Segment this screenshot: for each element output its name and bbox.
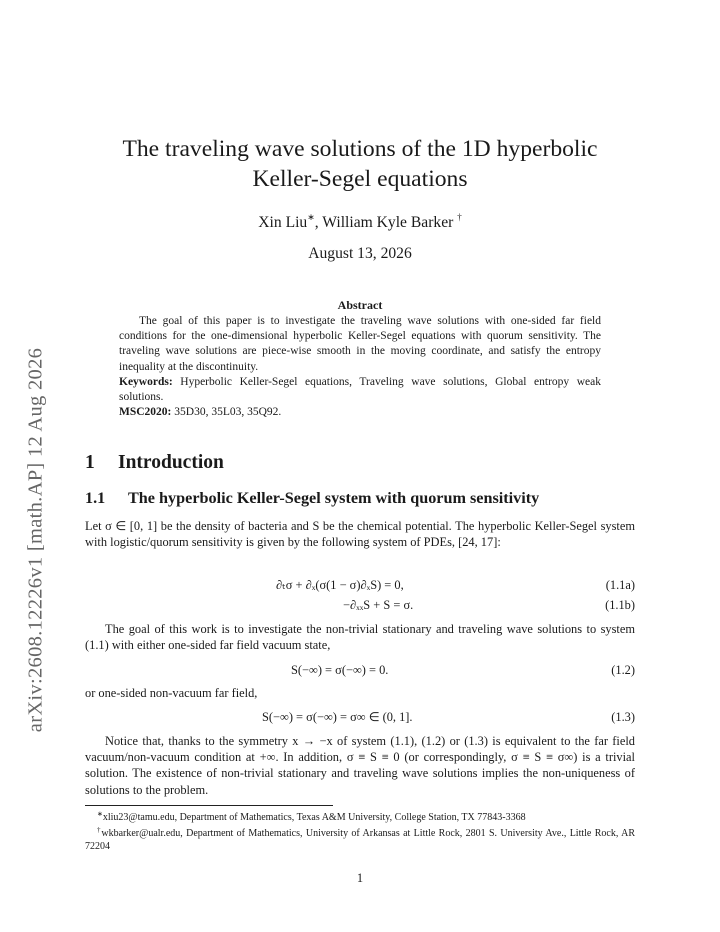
paragraph-text: or one-sided non-vacuum far field, bbox=[85, 686, 258, 700]
footnote-text: wkbarker@ualr.edu, Department of Mathematics, University of Arkansas at Little Rock, 2801 S. University Ave., Little Rock, AR 72204 bbox=[85, 828, 636, 852]
abstract bbox=[119, 314, 601, 420]
footnote-mark: ∗ bbox=[97, 810, 103, 818]
title-line-1: The traveling wave solutions of the 1D hyperbolic bbox=[122, 136, 598, 162]
keywords-text: Hyperbolic Keller-Segel equations, Traveling wave solutions, Global entropy weak solutions. bbox=[119, 375, 601, 404]
paragraph bbox=[85, 518, 635, 550]
paper-date: August 13, 2026 bbox=[308, 245, 412, 262]
equation-body: ∂ₜσ + ∂ₓ(σ(1 − σ)∂ₓS) = 0, bbox=[276, 578, 404, 592]
paper-title bbox=[85, 134, 635, 194]
subsection-number: 1.1 bbox=[85, 489, 106, 507]
msc-line bbox=[119, 405, 601, 420]
keywords-line bbox=[119, 375, 601, 405]
paragraph bbox=[85, 685, 635, 701]
equation-number: (1.2) bbox=[611, 663, 635, 677]
equation-body: S(−∞) = σ(−∞) = 0. bbox=[291, 663, 389, 677]
abstract-heading: Abstract bbox=[337, 298, 383, 312]
subsection-heading bbox=[85, 489, 539, 508]
footnote-mark: † bbox=[457, 212, 462, 222]
equation-1-1b bbox=[85, 597, 635, 613]
section-title: Introduction bbox=[118, 452, 224, 473]
page-number: 1 bbox=[356, 871, 364, 885]
footnote-mark: ∗ bbox=[307, 212, 315, 222]
msc-label: MSC2020: bbox=[119, 406, 172, 419]
author-name: William Kyle Barker bbox=[322, 214, 454, 231]
author-name: Xin Liu bbox=[258, 214, 308, 231]
equation-number: (1.1b) bbox=[605, 598, 635, 612]
equation-1-1a bbox=[85, 577, 635, 593]
footnote-mark: † bbox=[97, 826, 102, 834]
msc-text: 35D30, 35L03, 35Q92. bbox=[174, 406, 282, 419]
equation-number: (1.1a) bbox=[605, 578, 635, 592]
keywords-label: Keywords: bbox=[119, 375, 173, 388]
author-separator: , bbox=[314, 214, 323, 231]
footnote-rule bbox=[85, 805, 333, 806]
author-list bbox=[85, 212, 635, 232]
paragraph bbox=[85, 733, 635, 798]
footnotes bbox=[85, 808, 635, 853]
title-line-2: Keller-Segel equations bbox=[252, 166, 468, 192]
footnote-2 bbox=[85, 824, 635, 853]
arxiv-identifier: arXiv:2608.12226v1 [math.AP] 12 Aug 2026 bbox=[24, 347, 47, 733]
equation-1-2 bbox=[85, 662, 635, 678]
footnote-1 bbox=[85, 808, 635, 824]
abstract-text: The goal of this paper is to investigate the traveling wave solutions with one-sided far field conditions for the one-dimensional hyperbolic Keller-Segel equations with quorum sensitivity. The traveling wave solutions are piece-wise smooth in the moving coordinate, and satisfy the entropy inequality at the discontinuity. bbox=[119, 315, 601, 373]
paragraph-text: Let σ ∈ [0, 1] be the density of bacteria and S be the chemical potential. The hyperbolic Keller-Segel system with logistic/quorum sensitivity is given by the following system of PDEs, [24, 17]: bbox=[85, 519, 635, 550]
paragraph-text: The goal of this work is to investigate the non-trivial stationary and traveling wave solutions to system (1.1) with either one-sided far field vacuum state, bbox=[85, 622, 635, 653]
section-number: 1 bbox=[85, 452, 95, 473]
equation-body: S(−∞) = σ(−∞) = σ∞ ∈ (0, 1]. bbox=[262, 710, 413, 724]
footnote-text: xliu23@tamu.edu, Department of Mathematics, Texas A&M University, College Station, TX 77843-3368 bbox=[102, 812, 526, 823]
paragraph bbox=[85, 621, 635, 653]
subsection-title: The hyperbolic Keller-Segel system with quorum sensitivity bbox=[128, 489, 540, 507]
section-heading bbox=[85, 452, 224, 474]
equation-body: −∂ₓₓS + S = σ. bbox=[343, 598, 414, 612]
equation-1-3 bbox=[85, 709, 635, 725]
arxiv-stamp bbox=[23, 320, 49, 760]
equation-number: (1.3) bbox=[611, 710, 635, 724]
paragraph-text: Notice that, thanks to the symmetry x → −x of system (1.1), (1.2) or (1.3) is equivalent to the far field vacuum/non-vacuum condition at +∞. In addition, σ ≡ S ≡ 0 (or correspondingly, σ ≡ S ≡ σ∞) is a trivial solution. The existence of non-trivial stationary and traveling wave solutions implies the non-uniqueness of solutions to the problem. bbox=[85, 734, 635, 797]
